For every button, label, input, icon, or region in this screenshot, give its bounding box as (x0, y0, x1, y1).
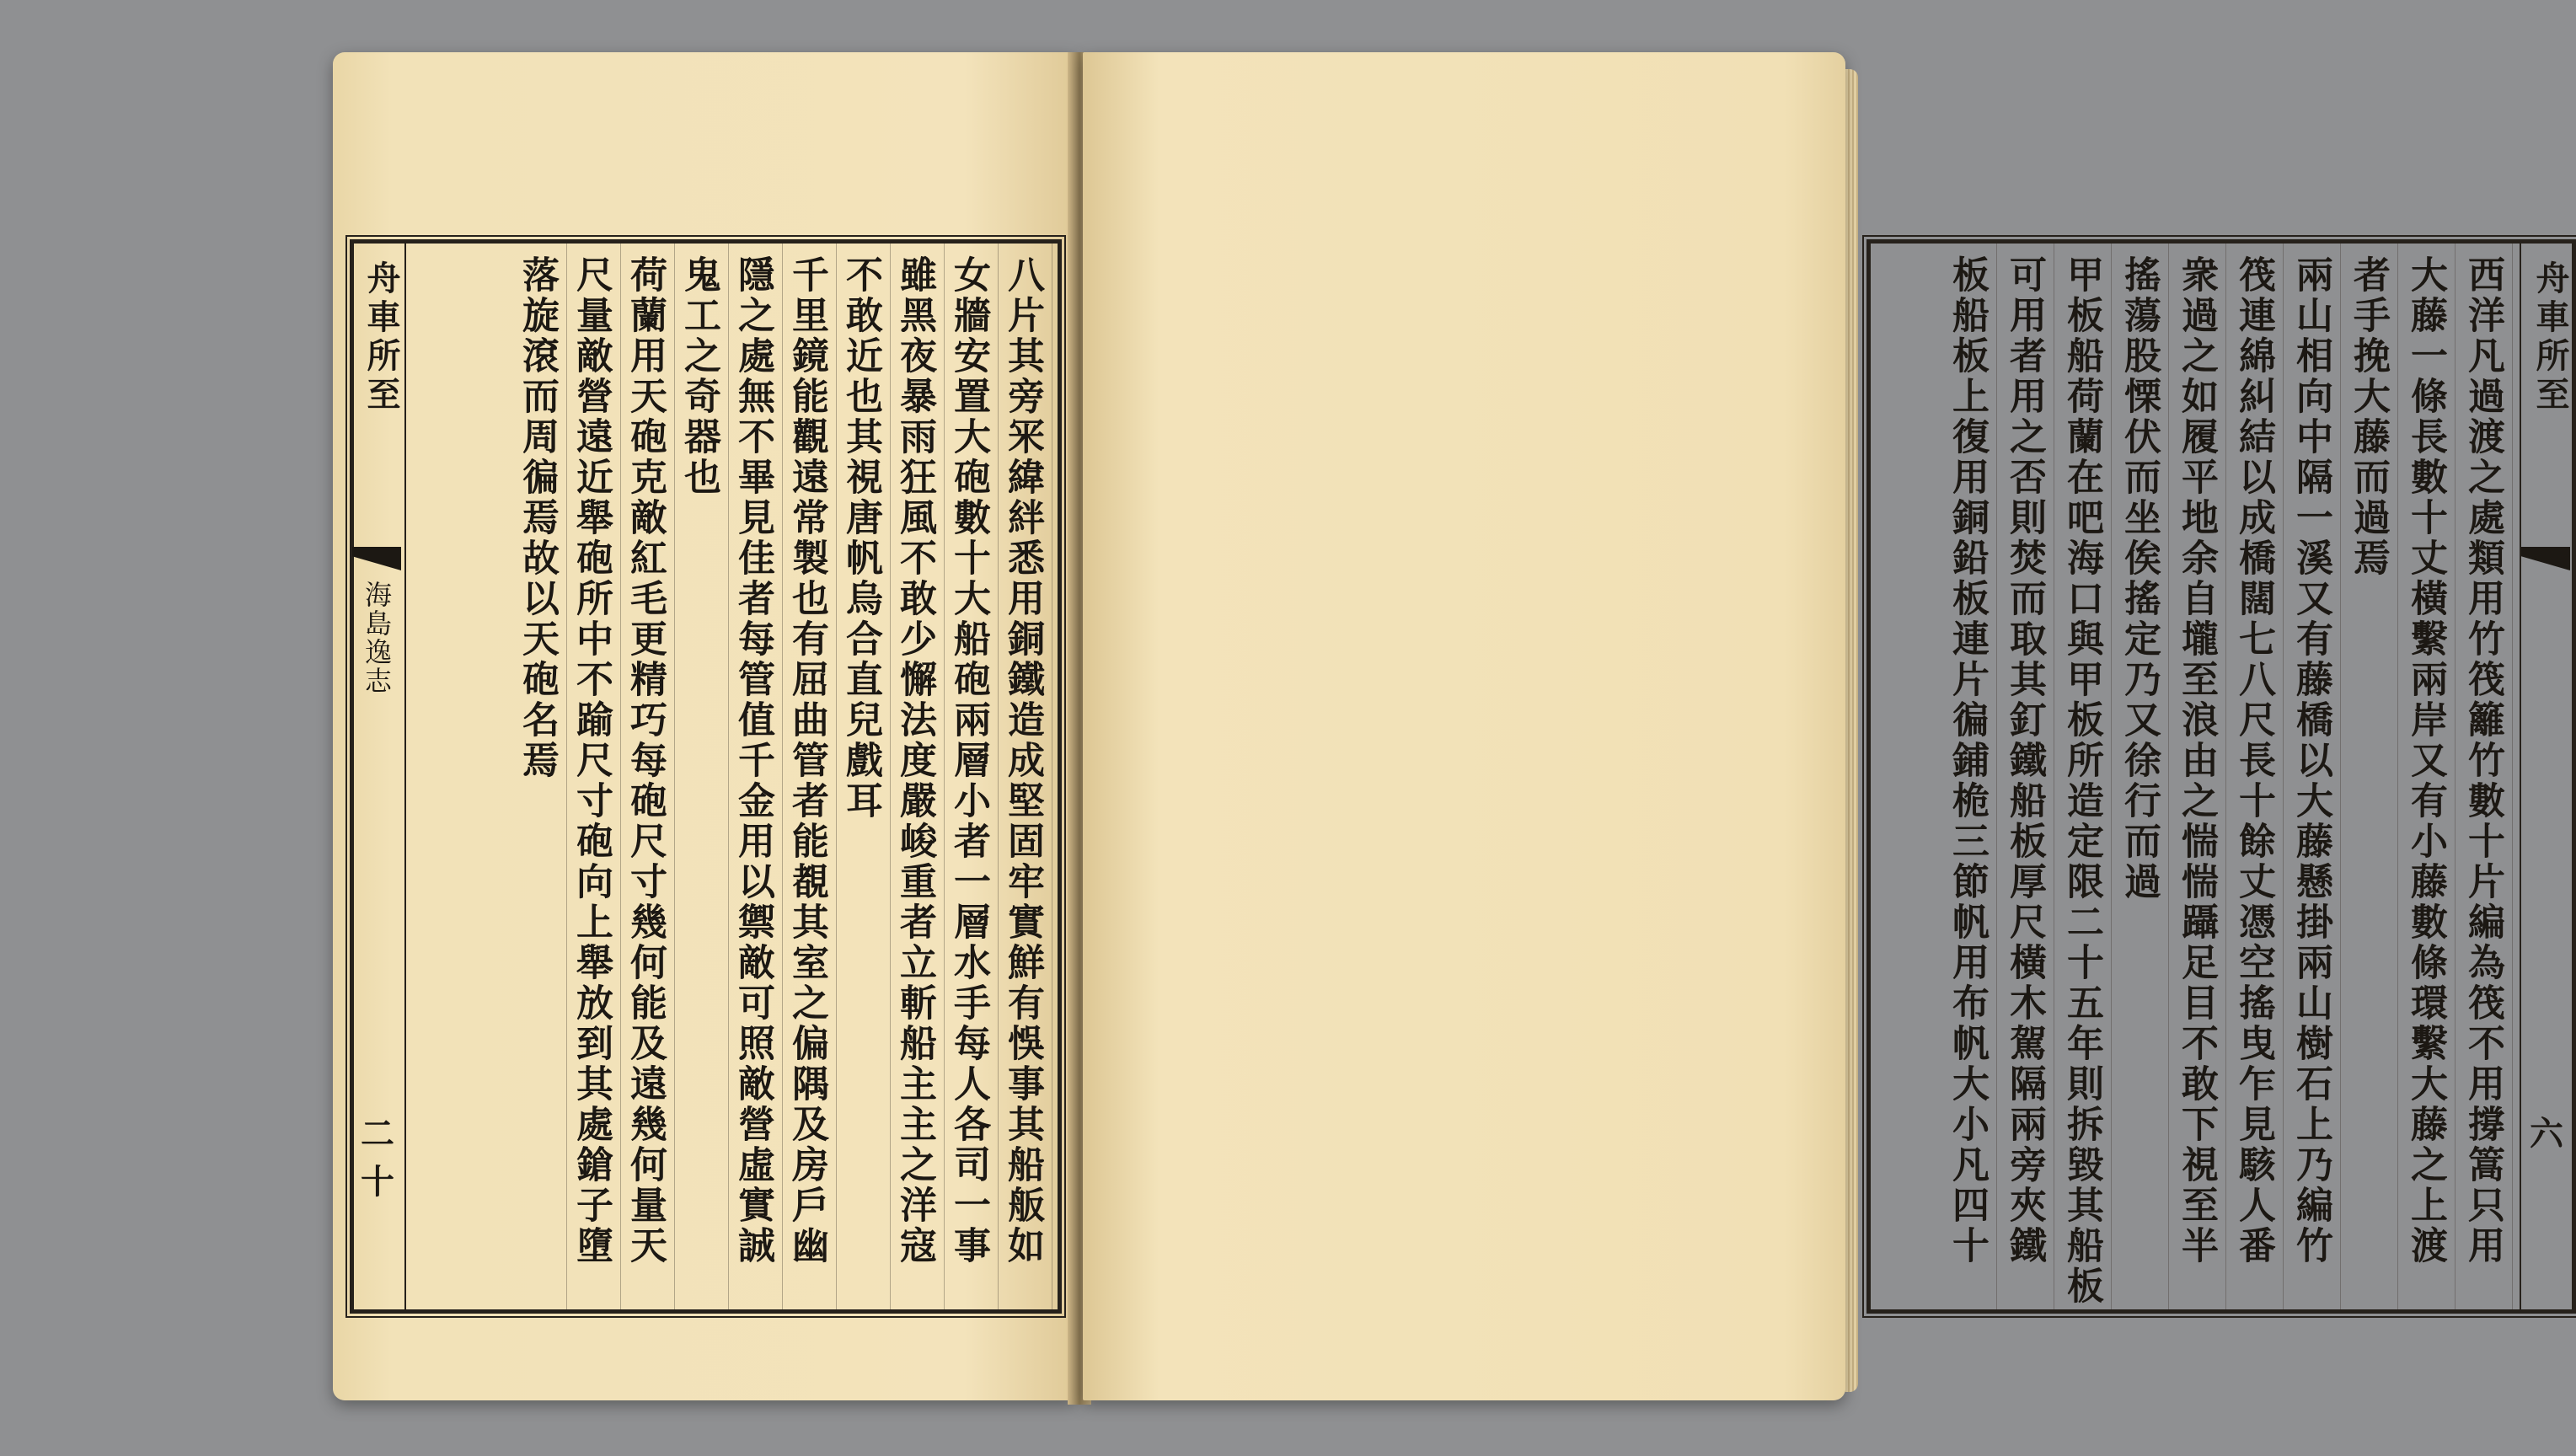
column-rule (2340, 244, 2341, 1309)
left-page (333, 52, 1076, 1400)
right-column-10: 板船板上復用銅鉛板連片徧鋪桅三節帆用布帆大小凡四十 (1946, 255, 1989, 1266)
left-column-1: 八片其旁冞緯絆悉用銅鐵造成堅固牢實鮮有悞事其船舨如 (1001, 255, 1044, 1266)
left-column-5: 千里鏡能觀遠常製也有屈曲管者能覩其室之偏隅及房戶幽 (785, 255, 828, 1266)
left-banner-title: 舟車所至 (361, 260, 401, 415)
right-column-2: 大藤一條長數十丈橫繫兩岸又有小藤數條環繫大藤之上渡 (2404, 255, 2447, 1266)
column-rule (620, 244, 621, 1309)
column-rule (2283, 244, 2284, 1309)
left-column-7: 鬼工之奇器也 (677, 255, 720, 498)
left-page-number: 二十 (361, 1114, 394, 1202)
right-column-4: 兩山相向中隔一溪又有藤橋以大藤懸掛兩山樹石上乃編竹 (2289, 255, 2332, 1266)
column-rule (836, 244, 837, 1309)
left-column-6: 隱之處無不畢見佳者每管值千金用以禦敵可照敵營虛實誠 (731, 255, 774, 1266)
fish-tail-mark (2521, 547, 2570, 570)
right-column-6: 衆過之如履平地余自壠至浪由之惴惴躡足目不敢下視至半 (2175, 255, 2218, 1266)
left-column-8: 荷蘭用天砲克敵紅毛更精巧每砲尺寸幾何能及遠幾何量天 (624, 255, 667, 1266)
column-rule (2455, 244, 2456, 1309)
column-rule (2168, 244, 2169, 1309)
right-column-9: 可用者用之否則焚而取其釘鐵船板厚尺橫木駕隔兩旁夾鐵 (2003, 255, 2046, 1266)
column-rule (2397, 244, 2398, 1309)
left-column-2: 女牆安置大砲數十大船砲兩層小者一層水手每人各司一事 (947, 255, 990, 1266)
column-rule (1996, 244, 1997, 1309)
column-rule (566, 244, 567, 1309)
column-rule (890, 244, 891, 1309)
column-rule (2512, 244, 2513, 1309)
right-column-1: 西洋凡過渡之處類用竹筏籬竹數十片編為筏不用撐篙只用 (2461, 255, 2504, 1266)
right-column-8: 甲板船荷蘭在吧海口與甲板所造定限二十五年則拆毀其船板 (2060, 255, 2103, 1307)
column-rule (2225, 244, 2226, 1309)
left-column-9: 尺量敵營遠近舉砲所中不踰尺寸砲向上舉放到其處鎗子墮 (570, 255, 613, 1266)
right-text-frame (1866, 239, 2576, 1314)
right-column-7: 搖蕩股慄伏而坐俟搖定乃又徐行而過 (2118, 255, 2161, 902)
right-page (1083, 52, 2570, 1400)
column-rule (674, 244, 675, 1309)
left-text-frame (350, 239, 1062, 1314)
left-column-10: 落旋滾而周徧焉故以天砲名焉 (516, 255, 559, 781)
column-rule (782, 244, 783, 1309)
column-rule (728, 244, 729, 1309)
left-banner-subtitle: 海島逸志 (361, 581, 393, 695)
right-banner-title: 舟車所至 (2530, 260, 2570, 415)
right-page-number: 六 (2530, 1114, 2563, 1154)
right-banner (2520, 244, 2575, 1309)
column-rule (2111, 244, 2112, 1309)
right-column-5: 筏連綿糾結以成橋闊七八尺長十餘丈憑空搖曳乍見駭人番 (2232, 255, 2275, 1266)
left-column-4: 不敢近也其視唐帆烏合直兒戲耳 (839, 255, 882, 822)
right-column-3: 者手挽大藤而過焉 (2347, 255, 2390, 579)
left-column-3: 雖黑夜暴雨狂風不敢少懈法度嚴峻重者立斬船主主之洋寇 (893, 255, 936, 1266)
open-book (333, 52, 2570, 1405)
column-rule (944, 244, 945, 1309)
fish-tail-mark (352, 547, 401, 570)
column-rule (998, 244, 999, 1309)
left-banner (351, 244, 406, 1309)
